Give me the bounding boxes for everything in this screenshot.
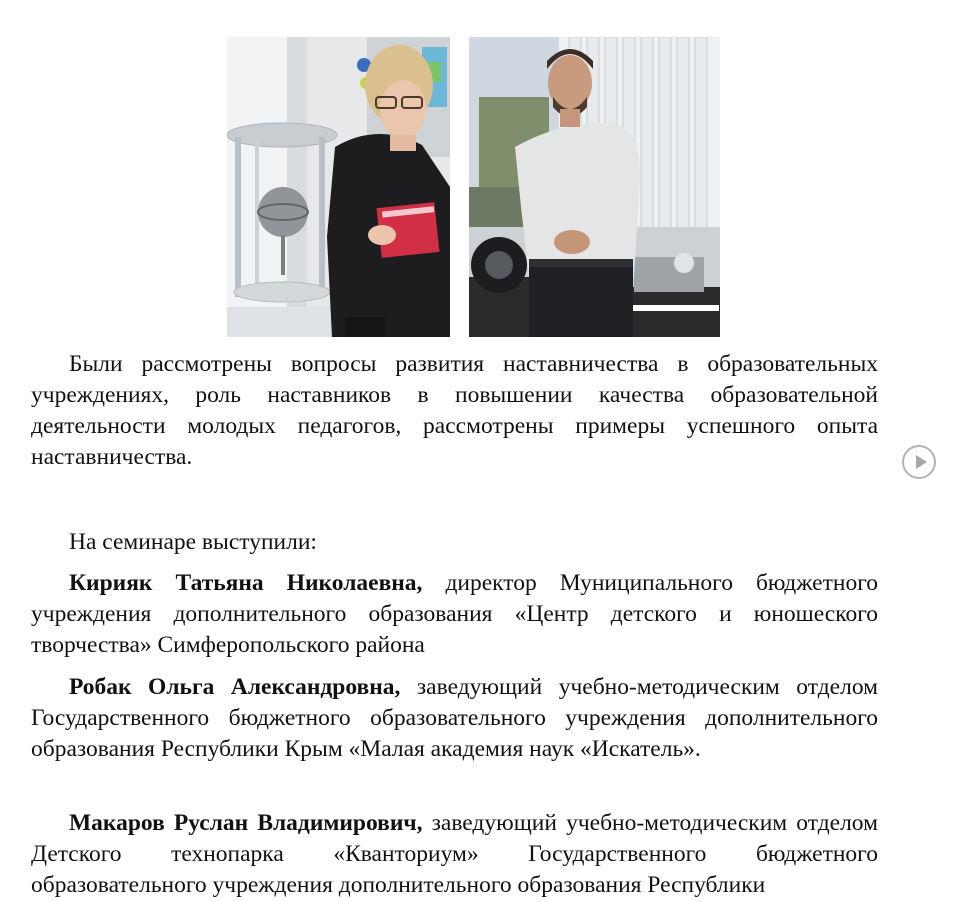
paragraph-speakers-heading: На семинаре выступили: (69, 529, 317, 555)
speaker-role: заведующий учебно-методическим отделом Детского технопарка «Кванториум» Государственного бюджетного образовательного учреждения дополнительного образования Республики (31, 810, 878, 898)
play-button[interactable] (902, 445, 936, 479)
paragraph-intro: Были рассмотрены вопросы развития наставничества в образовательных учреждениях, роль наставников в повышении качества образовательной деятельности молодых педагогов, рассмотрены примеры успешного опыта наставничества. (31, 351, 878, 470)
speaker-name: Макаров Руслан Владимирович, (69, 810, 423, 836)
speaker-name: Робак Ольга Александровна, (69, 674, 401, 700)
play-icon (916, 455, 927, 469)
speaker-name: Кирияк Татьяна Николаевна, (69, 570, 423, 596)
speaker-role: заведующий учебно-методическим отделом Государственного бюджетного образовательного учреждения дополнительного образования Республики Крым «Малая академия наук «Искатель». (31, 674, 878, 762)
speaker-entry (31, 808, 878, 901)
speaker-role: директор Муниципального бюджетного учреждения дополнительного образования «Центр детского и юношеского творчества» Симферопольского района (31, 570, 879, 658)
photo-speaker-man (469, 37, 720, 337)
photo-speaker-woman (227, 37, 450, 337)
speaker-entry (31, 568, 878, 661)
speaker-entry (31, 672, 878, 765)
